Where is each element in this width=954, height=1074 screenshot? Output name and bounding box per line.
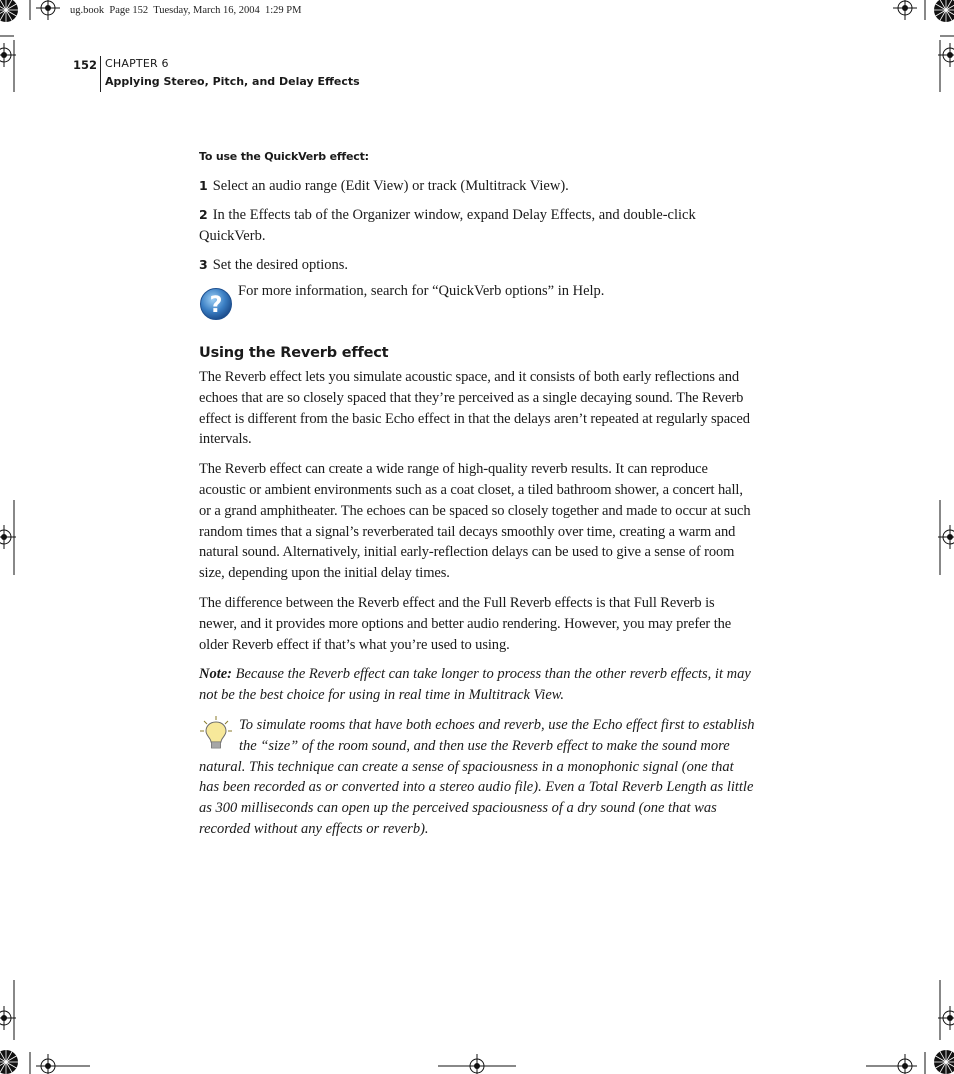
- paragraph: The difference between the Reverb effect and the Full Reverb effects is that Full Reverb is newer, and it provides more options and better audio rendering. However, you may prefer the older Reverb effect if that’s what you’re used to using.: [199, 594, 732, 653]
- chapter-title: Applying Stereo, Pitch, and Delay Effects: [105, 75, 360, 88]
- step-text: In the Effects tab of the Organizer window, expand Delay Effects, and double-click QuickVerb.: [199, 207, 696, 244]
- help-text: For more information, search for “QuickVerb options” in Help.: [238, 283, 605, 299]
- registration-mark-top-left: [36, 0, 60, 20]
- tip-text: To simulate rooms that have both echoes and reverb, use the Echo effect first to establish the “size” of the room sound, and then use the Reverb effect to make the sound more natural. This technique can create a sense of spaciousness in a monophonic signal (one that has been recorded as or converted into a stereo audio file). Even a Total Reverb Length as little as 300 milliseconds can open up the perceived spaciousness of a dry sound (one that was recorded without any effects or reverb).: [199, 716, 755, 837]
- procedure-heading: To use the QuickVerb effect:: [199, 150, 369, 163]
- lightbulb-tip-icon: [199, 715, 233, 751]
- svg-text:?: ?: [209, 293, 223, 318]
- paragraph: The Reverb effect lets you simulate acoustic space, and it consists of both early reflections and echoes that are so closely spaced that they’re perceived as a single decaying sound. The Reverb effect is different from the basic Echo effect in that the delays aren’t repeated at regularly spaced intervals.: [199, 369, 750, 448]
- registration-mark-bottom-right: [893, 1054, 917, 1074]
- registration-mark-top-right: [893, 0, 917, 20]
- tip-callout: [199, 715, 755, 840]
- step-text: Select an audio range (Edit View) or track (Multitrack View).: [212, 178, 569, 194]
- note-text: Because the Reverb effect can take longer to process than the other reverb effects, it may not be the best choice for using in real time in Multitrack View.: [199, 666, 751, 704]
- header-divider: [100, 56, 101, 92]
- note: [199, 664, 755, 706]
- paragraph: The Reverb effect can create a wide range of high-quality reverb results. It can reproduce acoustic or ambient environments such as a coat closet, a tiled bathroom shower, a concert hall, or a grand amphitheater. The echoes can be spaced so closely together and made to occur at such random times that a signal’s reverberated tail decays smoothly over time, creating a warm and natural sound. Alternatively, initial early-reflection delays can be used to give a sense of room size, depending upon the initial delay times.: [199, 461, 751, 582]
- registration-mark-bottom-center: [465, 1054, 489, 1074]
- help-question-icon: [199, 287, 233, 321]
- step-text: Set the desired options.: [212, 257, 349, 273]
- starburst-bottom-left: [0, 1050, 18, 1074]
- step-number: 3: [199, 257, 208, 272]
- starburst-top-right: [934, 0, 954, 22]
- step-number: 1: [199, 178, 208, 193]
- step-number: 2: [199, 207, 208, 222]
- starburst-bottom-right: [934, 1050, 954, 1074]
- step-1: [199, 175, 755, 197]
- section-heading: Using the Reverb effect: [199, 345, 389, 361]
- registration-mark-bottom-left: [36, 1054, 60, 1074]
- step-3: [199, 254, 755, 276]
- main-content: [199, 150, 755, 840]
- step-2: [199, 204, 755, 247]
- page-number: 152: [73, 58, 98, 72]
- help-callout: [199, 283, 755, 327]
- chapter-label: CHAPTER 6: [105, 57, 169, 70]
- note-label: Note:: [199, 666, 233, 683]
- print-slug: ug.book Page 152 Tuesday, March 16, 2004 1:29 PM: [70, 5, 302, 16]
- starburst-top-left: [0, 0, 18, 22]
